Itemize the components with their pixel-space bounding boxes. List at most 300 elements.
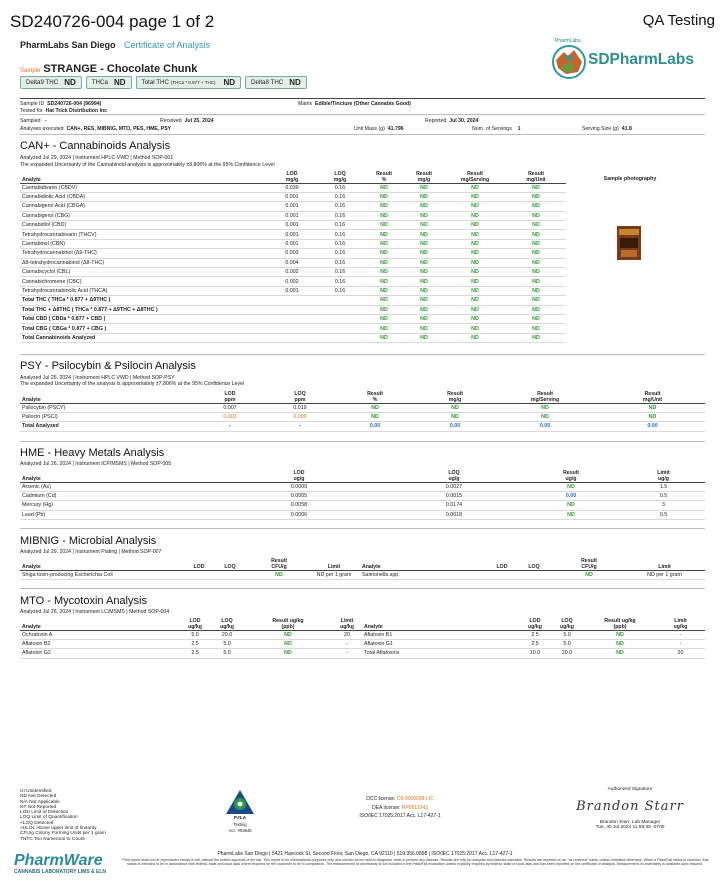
column-header: Result mg/g <box>404 170 444 183</box>
signature-label: Authorized Signature <box>607 787 653 792</box>
sample-photo <box>617 226 641 260</box>
table-cell: 0.001 <box>268 286 316 295</box>
table-cell: ND <box>490 412 600 421</box>
table-row <box>20 649 705 658</box>
table-cell: Mercury (Hg) <box>20 501 210 510</box>
table-cell: ND per 1 gram <box>624 570 705 579</box>
photo-label: Sample photography <box>603 176 657 182</box>
table-cell: ND <box>364 239 404 248</box>
dea-label: DEA license: <box>372 804 401 811</box>
table-cell: 0.0005 <box>210 491 388 500</box>
chip-label: Delta9 THC <box>26 79 59 86</box>
table-cell: 0.16 <box>316 221 364 230</box>
table-cell: 5.0 <box>180 630 210 639</box>
table-row <box>20 277 566 286</box>
table-cell: 0.009 <box>270 412 330 421</box>
table-cell: 0.00 <box>420 422 490 431</box>
sdpharmlabs-logo <box>548 38 708 86</box>
table-cell: 5.0 <box>550 630 584 639</box>
analyses-label: Analyses executed <box>20 126 64 132</box>
table-cell: ND <box>444 183 506 192</box>
column-header: LOD ppm <box>190 390 270 403</box>
table-cell: ND <box>444 324 506 333</box>
table-cell: 0.039 <box>268 183 316 192</box>
table-cell: ND <box>506 305 566 314</box>
logo-small-text: PharmLabs <box>555 38 581 44</box>
table-row <box>20 230 566 239</box>
table-cell: ND <box>444 230 506 239</box>
table-cell: ND <box>506 258 566 267</box>
table-cell: Total Analyzed <box>20 422 190 431</box>
table-cell: ND <box>404 333 444 342</box>
table-cell: ND <box>506 211 566 220</box>
table-cell: 20 <box>656 649 705 658</box>
column-header: LOD <box>490 557 514 570</box>
summary-chip <box>245 76 307 89</box>
total-row <box>20 305 566 314</box>
table-cell: 0.003 <box>268 249 316 258</box>
divider <box>20 528 705 529</box>
sampled-row <box>20 118 47 124</box>
table-cell: Tetrahydrocannabinolic Acid (THCA) <box>20 286 268 295</box>
servings-row <box>472 126 520 132</box>
table-cell: Cannabidiol (CBD) <box>20 221 268 230</box>
table-cell: 5.0 <box>210 639 244 648</box>
table-cell: Cannabigerol (CBG) <box>20 211 268 220</box>
column-header: LOD ug/kg <box>520 617 550 630</box>
divider <box>20 98 705 99</box>
table-cell: ND <box>404 221 444 230</box>
table-cell: ND <box>404 230 444 239</box>
lab-name: PharmLabs San Diego <box>20 40 116 50</box>
legend-item: TNTC Too Numerous to Count <box>20 836 85 842</box>
divider <box>20 588 705 589</box>
chip-value: ND <box>64 78 76 87</box>
table-cell: Cannabigerol Acid (CBGA) <box>20 202 268 211</box>
table-cell: Psilocin (PSCI) <box>20 412 190 421</box>
pjla-logo-icon <box>225 789 255 815</box>
received-row <box>160 118 214 124</box>
table-cell: Δ8-tetrahydrocannabinol (Δ8-THC) <box>20 258 268 267</box>
table-cell: ND <box>444 192 506 201</box>
sample-label: Sample <box>20 68 41 74</box>
table-cell: 0.0009 <box>210 482 388 491</box>
table-cell: 20 <box>332 630 362 639</box>
tested-for-label: Tested for <box>20 108 43 114</box>
table-cell: ND <box>404 192 444 201</box>
divider <box>20 134 705 135</box>
table-cell <box>490 570 514 579</box>
sample-name: STRANGE - Chocolate Chunk <box>43 63 198 75</box>
column-header: Analyte <box>362 617 520 630</box>
table-cell: ND <box>404 202 444 211</box>
table-cell: 5.0 <box>550 639 584 648</box>
column-header: Result CFU/g <box>554 557 624 570</box>
hme-title: HME - Heavy Metals Analysis <box>20 447 165 459</box>
table-cell: Cannabicyclol (CBL) <box>20 268 268 277</box>
summary-chip <box>20 76 82 89</box>
column-header: Result % <box>330 390 420 403</box>
table-cell: Cannabidivarin (CBDV) <box>20 183 268 192</box>
can-table <box>20 170 566 343</box>
chip-sub: (THCa * 0.877 + THC) <box>170 80 216 85</box>
table-cell: 10.0 <box>520 649 550 658</box>
psy-analyzed: Analyzed Jul 26, 2024 | Instrument HPLC VWD | Method SOP-PSY <box>20 375 175 381</box>
table-cell: 0.001 <box>268 221 316 230</box>
column-header: Analyte <box>360 557 490 570</box>
mto-title: MTO - Mycotoxin Analysis <box>20 595 147 607</box>
column-header: Result mg/g <box>420 390 490 403</box>
table-cell: ND <box>250 570 308 579</box>
column-header: LOD ug/g <box>210 469 388 482</box>
table-cell: Arsenic (As) <box>20 482 210 491</box>
table-cell: ND <box>506 277 566 286</box>
can-uncertainty: The expanded Uncertainty of the Cannabinoid analysis is approximately ±8.806% at the 95% Confidence Level <box>20 162 275 168</box>
coa-label: Certificate of Analysis <box>124 40 211 50</box>
table-cell: ND <box>444 305 506 314</box>
table-cell: 0.00 <box>600 422 705 431</box>
table-cell: ND <box>364 183 404 192</box>
sample-id-label: Sample ID <box>20 101 45 107</box>
total-row <box>20 314 566 323</box>
table-cell: Ochratoxin A <box>20 630 180 639</box>
table-cell: ND <box>364 211 404 220</box>
table-cell: ND <box>444 202 506 211</box>
matrix-row <box>298 101 411 107</box>
table-cell: 0.001 <box>268 211 316 220</box>
table-cell: Shiga toxin-producing Escherichia Coli <box>20 570 188 579</box>
pjla-acc: Acc. #93546 <box>228 828 252 833</box>
table-cell: 0.0027 <box>388 482 520 491</box>
column-header: LOQ mg/g <box>316 170 364 183</box>
table-row <box>20 639 705 648</box>
table-cell: ND <box>506 296 566 305</box>
table-cell: 0.16 <box>316 239 364 248</box>
table-row <box>20 570 705 579</box>
hme-analyzed: Analyzed Jul 26, 2024 | Instrument ICP/MSMS | Method SOP-005 <box>20 461 172 467</box>
table-cell <box>514 570 554 579</box>
table-cell: ND <box>420 403 490 412</box>
total-row <box>20 324 566 333</box>
matrix-label: Matrix <box>298 101 313 107</box>
table-row <box>20 192 566 201</box>
table-row <box>20 491 705 500</box>
servings-value: 1 <box>517 126 521 132</box>
legend <box>20 789 106 842</box>
table-cell: 1.5 <box>622 482 705 491</box>
table-cell: - <box>332 639 362 648</box>
table-row <box>20 630 705 639</box>
table-cell: ND <box>444 221 506 230</box>
table-cell <box>210 570 250 579</box>
document-id: SD240726-004 page 1 of 2 <box>10 12 215 31</box>
table-cell: Salmonella spp. <box>360 570 490 579</box>
serving-size-value: 41.8 <box>621 126 632 132</box>
column-header: LOQ ug/kg <box>550 617 584 630</box>
table-cell: ND <box>364 286 404 295</box>
table-cell: ND <box>364 221 404 230</box>
table-row <box>20 482 705 491</box>
table-cell: 0.002 <box>268 277 316 286</box>
column-header: Result ug/kg (ppb) <box>244 617 332 630</box>
total-label: Total Cannabinoids Analyzed <box>20 333 364 342</box>
chip-label: Total THC <box>141 79 169 86</box>
table-cell: 0.00 <box>490 422 600 431</box>
sampled-value: - <box>44 118 47 124</box>
table-cell: 0.16 <box>316 202 364 211</box>
table-cell: ND <box>364 305 404 314</box>
table-cell: ND <box>506 192 566 201</box>
table-cell: 0.004 <box>268 258 316 267</box>
table-row <box>20 258 566 267</box>
psy-uncertainty: The expanded Uncertainty of the analysis is approximately ±7.806% at the 95% Confidence Level <box>20 381 245 387</box>
table-cell: - <box>190 422 270 431</box>
table-cell: 0.5 <box>622 491 705 500</box>
column-header: Result CFU/g <box>250 557 308 570</box>
table-cell: 0.0006 <box>210 510 388 519</box>
table-row <box>20 249 566 258</box>
table-cell: ND <box>584 649 656 658</box>
table-cell: ND <box>364 230 404 239</box>
table-cell: ND <box>330 412 420 421</box>
table-cell: Aflatoxin G1 <box>362 639 520 648</box>
table-cell: 2.5 <box>520 630 550 639</box>
table-cell: ND <box>506 314 566 323</box>
can-title: CAN+ - Cannabinoids Analysis <box>20 140 171 152</box>
table-cell <box>188 570 210 579</box>
table-cell: 0.001 <box>268 230 316 239</box>
received-label: Received <box>160 118 182 124</box>
table-row <box>20 412 705 421</box>
table-cell: 0.001 <box>268 192 316 201</box>
table-cell: ND <box>404 286 444 295</box>
dcc-label: DCC license: <box>366 796 396 802</box>
table-cell: ND <box>506 230 566 239</box>
table-cell: ND <box>600 403 705 412</box>
table-cell: ND <box>444 286 506 295</box>
footer-disclaimer: *This report shall not be reproduced except in full, without the written approval of the lab. This report is for informational purposes only and should not be used to diagnose, treat or prevent any disease. Results are only for samples and batches indicated. Results are reported on an "as received" basis, unless indicated otherwise. When a Pass/Fail status is reported, that status is intended to be in accordance with federal, state and local laws where required for the customer to be in compliance. The measurement of uncertainty is not included in the Pass/Fail evaluation unless explicitly required by federal, state or local laws and has been reported on the certificate of analysis. Measurement of uncertainty is available upon request. <box>121 858 709 867</box>
table-cell: ND <box>364 268 404 277</box>
table-cell: ND <box>506 183 566 192</box>
column-header: Analyte <box>20 390 190 403</box>
column-header: Limit ug/kg <box>656 617 705 630</box>
matrix-value: Edible/Tincture (Other Cannabis Good) <box>315 101 411 107</box>
table-cell: ND <box>404 183 444 192</box>
column-header: LOQ <box>514 557 554 570</box>
table-cell: Tetrahydrocannabivarin (THCV) <box>20 230 268 239</box>
table-row <box>20 501 705 510</box>
column-header: Analyte <box>20 469 210 482</box>
table-cell: ND <box>506 202 566 211</box>
table-cell: ND <box>506 268 566 277</box>
table-cell: ND <box>364 314 404 323</box>
sample-id-value: SD240726-004 (96994) <box>47 101 102 107</box>
table-cell: Aflatoxin G2 <box>20 649 180 658</box>
divider <box>20 441 705 442</box>
can-analyzed: Analyzed Jul 29, 2024 | Instrument HPLC-VWD | Method SOP-001 <box>20 155 174 161</box>
table-cell: ND <box>244 649 332 658</box>
table-cell: ND <box>600 412 705 421</box>
unit-mass-row <box>354 126 404 132</box>
table-row <box>20 510 705 519</box>
chip-label: THCa <box>91 79 108 86</box>
dcc-value: C8-0000098-LIC <box>396 796 434 802</box>
summary-chips <box>20 76 307 89</box>
reported-row <box>425 118 478 124</box>
table-cell: ND <box>444 268 506 277</box>
table-cell: ND <box>520 510 622 519</box>
table-cell: 0.0018 <box>388 510 520 519</box>
column-header: Analyte <box>20 170 268 183</box>
sample-id-row <box>20 101 101 107</box>
total-label: Total THC + Δ8THC ( THCa * 0.877 + Δ9THC + Δ8THC ) <box>20 305 364 314</box>
sample-name-row <box>20 59 197 77</box>
column-header: LOQ ug/kg <box>210 617 244 630</box>
table-cell: ND <box>584 639 656 648</box>
table-cell: ND <box>444 239 506 248</box>
table-cell: ND <box>444 211 506 220</box>
pharmware-sub: CANNABIS LABORATORY LIMS & ELN <box>14 869 107 875</box>
table-cell: 0.16 <box>316 183 364 192</box>
table-cell: ND <box>444 249 506 258</box>
column-header: LOQ ug/g <box>388 469 520 482</box>
table-cell: ND <box>520 482 622 491</box>
table-cell: ND <box>364 333 404 342</box>
table-cell: 0.002 <box>268 268 316 277</box>
table-cell: ND <box>490 403 600 412</box>
footer-address: PharmLabs San Diego | 5421 Hancock St, Second Floor, San Diego, CA 92110 | 619.356.0898 | ISO/IEC 17025:2017 Acc. L17-427-1 <box>217 851 513 857</box>
table-row <box>20 202 566 211</box>
table-cell: 0.001 <box>268 202 316 211</box>
table-cell: 0.16 <box>316 258 364 267</box>
total-row <box>20 333 566 342</box>
table-cell: 0.0058 <box>210 501 388 510</box>
table-row <box>20 268 566 277</box>
sampled-label: Sampled <box>20 118 41 124</box>
table-cell: ND <box>404 314 444 323</box>
column-header: LOQ ppm <box>270 390 330 403</box>
column-header: LOD <box>188 557 210 570</box>
table-row <box>20 183 566 192</box>
legend-item: N/A Not Applicable <box>20 799 60 805</box>
legend-item: <LOQ Detected <box>20 820 54 826</box>
total-row <box>20 296 566 305</box>
table-cell: 0.0174 <box>388 501 520 510</box>
table-cell: ND <box>444 314 506 323</box>
column-header: Result mg/Unit <box>600 390 705 403</box>
table-cell: 0.019 <box>270 403 330 412</box>
pharmware-logo <box>14 853 106 875</box>
legend-item: LOQ Limit of Quantification <box>20 815 78 821</box>
table-cell: Tetrahydrocannabinol (Δ9-THC) <box>20 249 268 258</box>
table-cell: ND <box>506 324 566 333</box>
column-header: Result mg/Serving <box>490 390 600 403</box>
table-cell: ND <box>364 192 404 201</box>
signature-block <box>570 787 690 830</box>
table-cell: 0.16 <box>316 268 364 277</box>
summary-chip <box>136 76 242 89</box>
summary-chip <box>86 76 132 89</box>
table-cell: ND <box>506 249 566 258</box>
iso-text: ISO/IEC 17025:2017 Acc. L17-427-1 <box>359 813 441 819</box>
column-header: Limit ug/g <box>622 469 705 482</box>
table-cell: 0.5 <box>622 510 705 519</box>
table-cell: ND <box>404 239 444 248</box>
table-cell: ND <box>244 639 332 648</box>
table-cell: Cadmium (Cd) <box>20 491 210 500</box>
table-cell: 0.001 <box>268 239 316 248</box>
column-header: Result ug/kg (ppb) <box>584 617 656 630</box>
table-cell: Total Aflatoxins <box>362 649 520 658</box>
divider <box>20 114 705 115</box>
table-cell: ND <box>404 277 444 286</box>
pjla-sub: Testing <box>233 822 247 827</box>
table-cell: 20.0 <box>550 649 584 658</box>
table-row <box>20 286 566 295</box>
psy-table <box>20 390 705 432</box>
unit-mass-label: Unit Mass (g) <box>354 126 385 132</box>
table-cell: ND <box>364 249 404 258</box>
column-header: LOD ug/kg <box>180 617 210 630</box>
table-cell: 2.5 <box>180 649 210 658</box>
sign-date: Tue, 30 Jul 2024 11:59:36 -0700 <box>595 825 665 830</box>
signer-name: Brandon Starr, Lab Manager <box>599 820 661 825</box>
table-cell: ND <box>404 268 444 277</box>
table-cell: ND <box>364 277 404 286</box>
table-cell: 0.16 <box>316 211 364 220</box>
chip-value: ND <box>289 78 301 87</box>
column-header: Limit <box>308 557 360 570</box>
column-header: Result ug/g <box>520 469 622 482</box>
divider <box>20 354 705 355</box>
table-cell: - <box>332 649 362 658</box>
analyses-value: CAN+, RES, MIBNIG, MTO, PES, HME, PSY <box>66 126 172 132</box>
table-row <box>20 239 566 248</box>
tested-for-value: Hat Trick Distribution Inc <box>45 108 108 114</box>
table-cell: ND <box>584 630 656 639</box>
serving-size-label: Serving Size (g) <box>582 126 619 132</box>
table-cell: Cannabichromene (CBC) <box>20 277 268 286</box>
logo-text: SDPharmLabs <box>588 51 694 68</box>
table-cell: ND <box>520 501 622 510</box>
table-cell: 0.0015 <box>388 491 520 500</box>
mto-analyzed: Analyzed Jul 26, 2024 | Instrument LC/MSMS | Method SOP-004 <box>20 609 170 615</box>
table-cell: ND <box>506 286 566 295</box>
table-cell: ND <box>506 333 566 342</box>
qa-testing-label: QA Testing <box>642 12 715 29</box>
table-cell: ND <box>364 258 404 267</box>
table-cell: ND <box>404 258 444 267</box>
license-block <box>300 795 500 821</box>
pharmware-brand: PharmWare <box>14 852 103 869</box>
table-cell: Lead (Pb) <box>20 510 210 519</box>
signature-image: Brandon Starr <box>576 799 684 814</box>
legend-item: NT Not Reported <box>20 804 57 810</box>
table-cell: ND <box>554 570 624 579</box>
legend-item: CFU/g Colony Forming Units per 1 gram <box>20 831 106 837</box>
table-row <box>20 211 566 220</box>
table-cell: - <box>656 639 705 648</box>
dcc-row <box>300 795 500 804</box>
column-header: Limit <box>624 557 705 570</box>
analyses-row <box>20 126 171 132</box>
reported-label: Reported <box>425 118 447 124</box>
table-cell: 5.0 <box>210 649 244 658</box>
table-cell: Psilocybin (PSCY) <box>20 403 190 412</box>
table-cell: 0.16 <box>316 277 364 286</box>
table-cell: 2.5 <box>520 639 550 648</box>
table-cell: ND <box>244 630 332 639</box>
